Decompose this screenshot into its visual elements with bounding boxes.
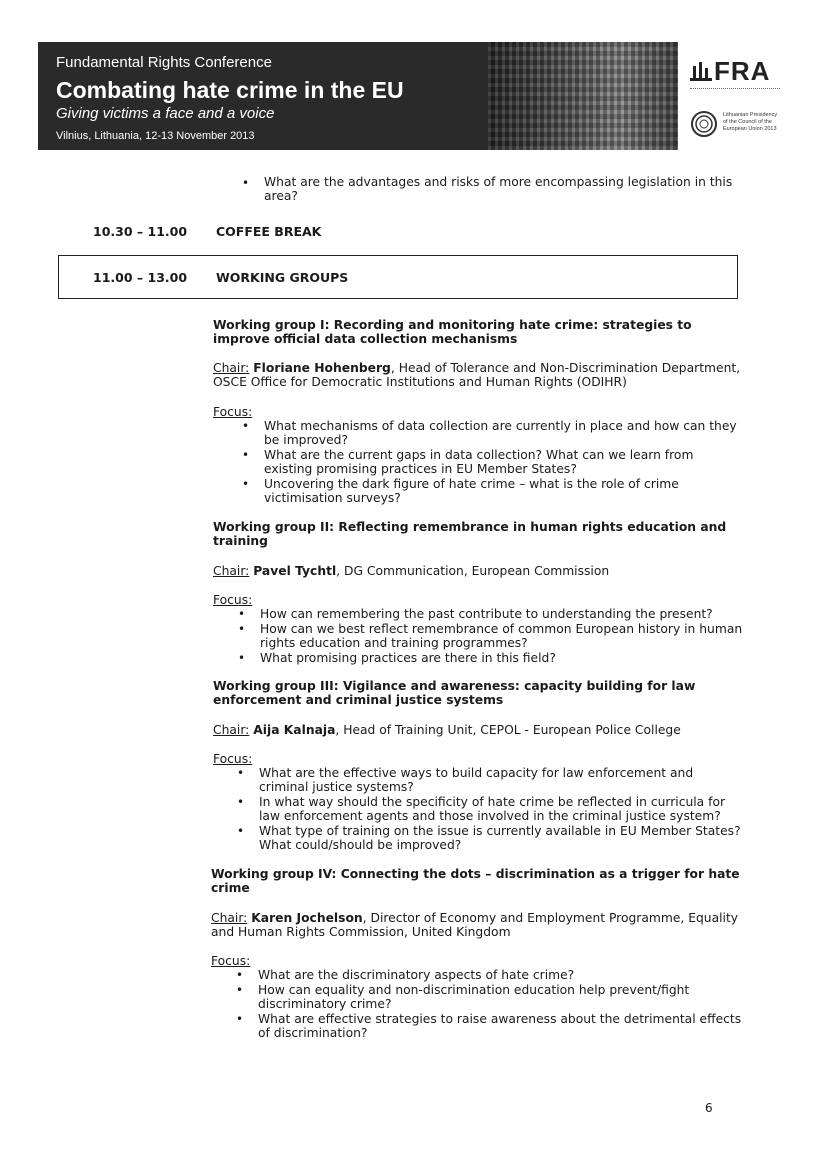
wg1-chair-line2: OSCE Office for Democratic Institutions and Human Rights (ODIHR) — [213, 375, 627, 389]
schedule-label-groups: WORKING GROUPS — [216, 270, 349, 285]
wg4-chair-name: Karen Jochelson — [251, 911, 363, 925]
bullet-icon: • — [242, 477, 250, 491]
wg4-bullet2-line1: How can equality and non-discrimination education help prevent/fight — [258, 983, 690, 997]
wg3-title-line1: Working group III: Vigilance and awareness: capacity building for law — [213, 679, 696, 693]
wg1-chair-name: Floriane Hohenberg — [253, 361, 391, 375]
bullet-icon: • — [238, 622, 246, 636]
wg1-chair-role: , Head of Tolerance and Non-Discrimination Department, — [390, 361, 741, 375]
wg3-chair-line1 — [213, 723, 681, 738]
bullet-icon: • — [238, 607, 246, 621]
wg1-bullet1-line1: What mechanisms of data collection are currently in place and how can they — [264, 419, 737, 433]
wg1-chair-label: Chair: — [213, 361, 250, 375]
wg1-title-line1: Working group I: Recording and monitoring hate crime: strategies to — [213, 318, 692, 332]
wg3-bullet3-line2: What could/should be improved? — [259, 838, 462, 852]
bullet-icon: • — [237, 824, 245, 838]
wg3-bullet3-line1: What type of training on the issue is currently available in EU Member States? — [259, 824, 741, 838]
conference-banner — [38, 42, 678, 150]
wg3-focus-label: Focus: — [213, 752, 253, 766]
fra-emblem-icon — [690, 58, 712, 82]
bullet-icon: • — [242, 176, 250, 190]
bullet-icon: • — [236, 1012, 244, 1026]
wg4-title-line1: Working group IV: Connecting the dots – discrimination as a trigger for hate — [211, 867, 740, 881]
wg1-bullet1-line2: be improved? — [264, 433, 348, 447]
wg3-chair-label: Chair: — [213, 723, 250, 737]
conference-place-date: Vilnius, Lithuania, 12-13 November 2013 — [56, 130, 255, 142]
top-bullet-line2: area? — [264, 189, 298, 203]
top-bullet-line1: What are the advantages and risks of more encompassing legislation in this — [264, 175, 733, 189]
wg3-chair-role: , Head of Training Unit, CEPOL - European Police College — [335, 723, 681, 737]
conference-subtitle: Giving victims a face and a voice — [56, 105, 275, 122]
wg4-chair-role: , Director of Economy and Employment Programme, Equality — [362, 911, 739, 925]
wg3-bullet1-line1: What are the effective ways to build capacity for law enforcement and — [259, 766, 694, 780]
wg2-bullet2-line2: rights education and training programmes? — [260, 636, 528, 650]
bullet-icon: • — [236, 968, 244, 982]
presidency-ring-icon — [690, 110, 718, 138]
wg2-bullet3-line1: What promising practices are there in this field? — [260, 651, 556, 665]
wg2-title-line2: training — [213, 534, 268, 548]
wg2-title-line1: Working group II: Reflecting remembrance in human rights education and — [213, 520, 727, 534]
wg3-bullet2-line2: law enforcement agents and those involved in the criminal justice system? — [259, 809, 721, 823]
wg1-focus-label: Focus: — [213, 405, 253, 419]
wg4-chair-label: Chair: — [211, 911, 248, 925]
wg3-bullet1-line2: criminal justice systems? — [259, 780, 414, 794]
fra-wordmark: FRA — [714, 56, 771, 86]
conference-name: Fundamental Rights Conference — [56, 54, 272, 71]
bullet-icon: • — [242, 448, 250, 462]
schedule-time-coffee: 10.30 – 11.00 — [93, 224, 188, 239]
wg4-title-line2: crime — [211, 881, 250, 895]
wg4-bullet1-line1: What are the discriminatory aspects of hate crime? — [258, 968, 575, 982]
wg2-chair-line1 — [213, 564, 609, 579]
wg1-bullet2-line1: What are the current gaps in data collection? What can we learn from — [264, 448, 694, 462]
wg3-bullet2-line1: In what way should the specificity of hate crime be reflected in curricula for — [259, 795, 726, 809]
wg2-chair-role: , DG Communication, European Commission — [336, 564, 610, 578]
wg1-bullet3-line1: Uncovering the dark figure of hate crime – what is the role of crime — [264, 477, 679, 491]
wg3-chair-name: Aija Kalnaja — [253, 723, 336, 737]
wg4-focus-label: Focus: — [211, 954, 251, 968]
wg1-chair-line1 — [213, 361, 740, 376]
wg2-bullet2-line1: How can we best reflect remembrance of common European history in human — [260, 622, 743, 636]
bullet-icon: • — [237, 795, 245, 809]
bullet-icon: • — [236, 983, 244, 997]
wg2-chair-label: Chair: — [213, 564, 250, 578]
page-number: 6 — [705, 1101, 713, 1115]
fra-tagline-rule — [690, 88, 780, 91]
bullet-icon: • — [237, 766, 245, 780]
banner-texture-image — [488, 42, 678, 150]
wg2-chair-name: Pavel Tychtl — [253, 564, 337, 578]
wg4-bullet2-line2: discriminatory crime? — [258, 997, 392, 1011]
wg4-chair-line2: and Human Rights Commission, United Kingdom — [211, 925, 511, 939]
wg1-bullet2-line2: existing promising practices in EU Member States? — [264, 462, 577, 476]
wg1-title-line2: improve official data collection mechanisms — [213, 332, 518, 346]
conference-title: Combating hate crime in the EU — [56, 77, 404, 103]
wg4-chair-line1 — [211, 911, 738, 926]
wg3-title-line2: enforcement and criminal justice systems — [213, 693, 504, 707]
schedule-time-groups: 11.00 – 13.00 — [93, 270, 188, 285]
wg1-bullet3-line2: victimisation surveys? — [264, 491, 401, 505]
wg4-bullet3-line1: What are effective strategies to raise awareness about the detrimental effects — [258, 1012, 742, 1026]
bullet-icon: • — [238, 651, 246, 665]
schedule-label-coffee: COFFEE BREAK — [216, 224, 322, 239]
wg2-bullet1-line1: How can remembering the past contribute to understanding the present? — [260, 607, 713, 621]
wg2-focus-label: Focus: — [213, 593, 253, 607]
presidency-text: Lithuanian Presidency of the Council of the European Union 2013 — [723, 112, 778, 132]
wg4-bullet3-line2: of discrimination? — [258, 1026, 368, 1040]
bullet-icon: • — [242, 419, 250, 433]
